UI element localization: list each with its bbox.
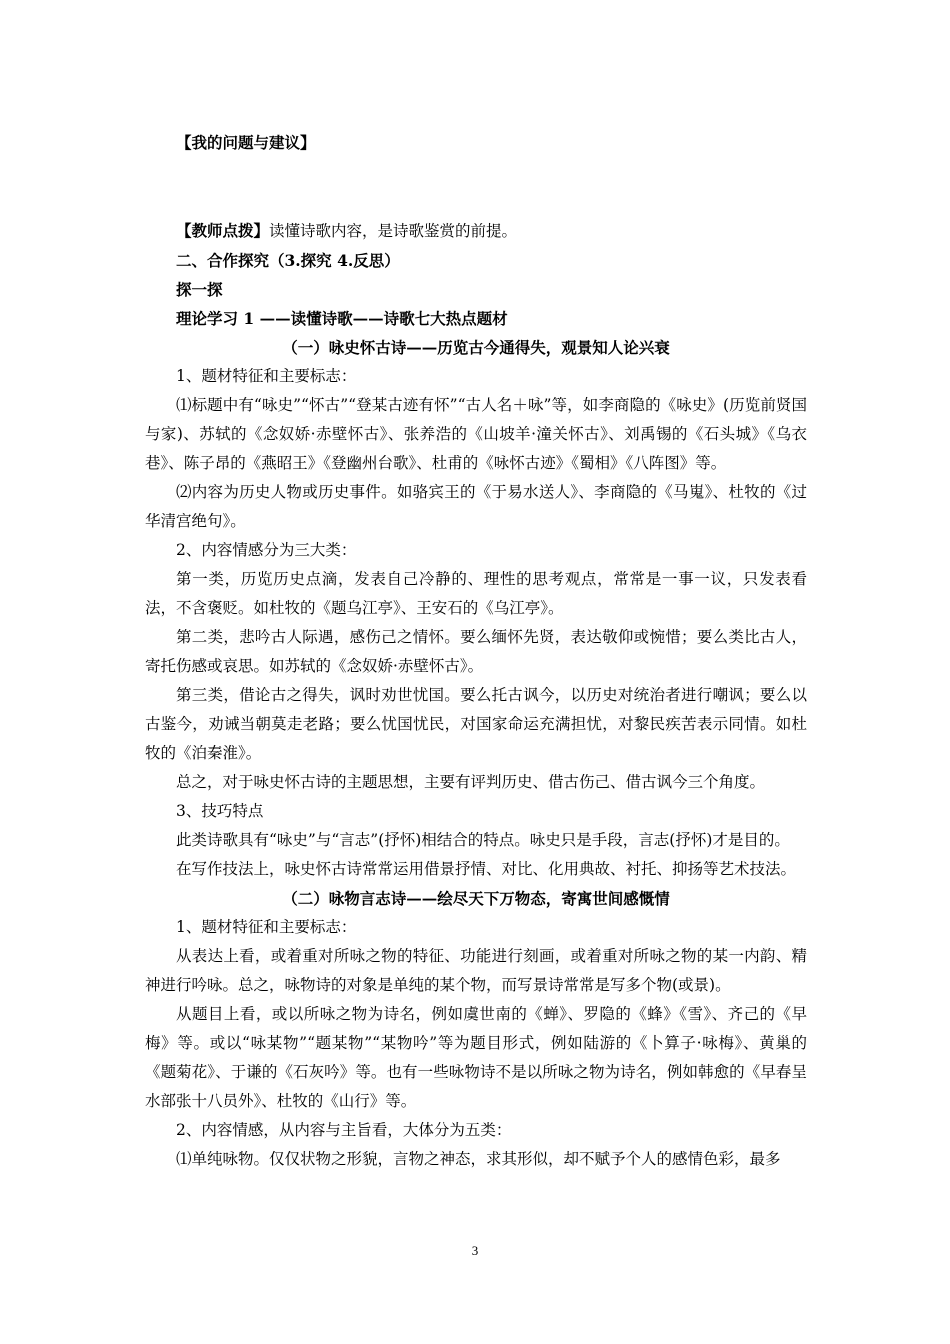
section2-paragraph: ⑴单纯咏物。仅仅状物之形貌，言物之神态，求其形似，却不赋予个人的感情色彩，最多 <box>176 1150 781 1168</box>
heading-theory: 理论学习 1 ——读懂诗歌——诗歌七大热点题材 <box>176 309 508 328</box>
section1-paragraph: 3、技巧特点 <box>176 802 264 820</box>
document-body <box>145 128 807 1174</box>
teacher-tip <box>145 216 807 246</box>
page-number: 3 <box>471 1243 479 1258</box>
heading-cooperation: 二、合作探究（3.探究 4.反思） <box>176 251 400 270</box>
section1-title: （一）咏史怀古诗——历览古今通得失，观景知人论兴衰 <box>282 338 670 357</box>
section2-paragraph: 从表达上看，或着重对所咏之物的特征、功能进行刻画，或着重对所咏之物的某一内韵、精神进行吟咏。总之，咏物诗的对象是单纯的某个物，而写景诗常常是写多个物(或景)。 <box>145 947 807 994</box>
heading-explore: 探一探 <box>176 280 223 299</box>
section1-paragraph: ⑵内容为历史人物或历史事件。如骆宾王的《于易水送人》、李商隐的《马嵬》、杜牧的《过华清宫绝句》。 <box>145 483 807 530</box>
section1-paragraph: 第三类，借论古之得失，讽时劝世忧国。要么托古讽今，以历史对统治者进行嘲讽；要么以古鉴今，劝诫当朝莫走老路；要么忧国忧民，对国家命运充满担忧，对黎民疾苦表示同情。如杜牧的《泊秦淮》。 <box>145 686 807 762</box>
section1-paragraph: 第一类，历览历史点滴，发表自己冷静的、理性的思考观点，常常是一事一议，只发表看法，不含褒贬。如杜牧的《题乌江亭》、王安石的《乌江亭》。 <box>145 570 807 617</box>
section1-paragraph: 在写作技法上，咏史怀古诗常常运用借景抒情、对比、化用典故、衬托、抑扬等艺术技法。 <box>176 860 797 878</box>
section1-paragraph: 第二类，悲吟古人际遇，感伤己之情怀。要么缅怀先贤，表达敬仰或惋惜；要么类比古人，寄托伤感或哀思。如苏轼的《念奴娇·赤壁怀古》。 <box>145 628 807 675</box>
blank-space <box>145 157 807 216</box>
section1-paragraph: 此类诗歌具有“咏史”与“言志”(抒怀)相结合的特点。咏史只是手段，言志(抒怀)才是目的。 <box>176 831 790 849</box>
section-my-questions: 【我的问题与建议】 <box>176 133 316 152</box>
section1-paragraph: 总之，对于咏史怀古诗的主题思想，主要有评判历史、借古伤己、借古讽今三个角度。 <box>176 773 766 791</box>
section1-paragraph: ⑴标题中有“咏史”“怀古”“登某古迹有怀”“古人名＋咏”等，如李商隐的《咏史》(历览前贤国与家)、苏轼的《念奴娇·赤壁怀古》、张养浩的《山坡羊·潼关怀古》、刘禹锡的《石头城》《乌衣巷》、陈子昂的《燕昭王》《登幽州台歌》、杜甫的《咏怀古迹》《蜀相》《八阵图》等。 <box>145 396 807 472</box>
teacher-tip-label: 【教师点拨】 <box>176 221 270 240</box>
section2-paragraph: 从题目上看，或以所咏之物为诗名，例如虞世南的《蝉》、罗隐的《蜂》《雪》、齐己的《早梅》等。或以“咏某物”“题某物”“某物吟”等为题目形式，例如陆游的《卜算子·咏梅》、黄巢的《题菊花》、于谦的《石灰吟》等。也有一些咏物诗不是以所咏之物为诗名，例如韩愈的《早春呈水部张十八员外》、杜牧的《山行》等。 <box>145 1005 807 1110</box>
section1-paragraph: 1、题材特征和主要标志： <box>176 367 357 385</box>
section2-paragraph: 2、内容情感，从内容与主旨看，大体分为五类： <box>176 1121 512 1139</box>
section2-title: （二）咏物言志诗——绘尽天下万物态，寄寓世间感慨情 <box>282 889 670 908</box>
section2-paragraph: 1、题材特征和主要标志： <box>176 918 357 936</box>
teacher-tip-text: 读懂诗歌内容，是诗歌鉴赏的前提。 <box>269 222 518 240</box>
section1-paragraph: 2、内容情感分为三大类： <box>176 541 357 559</box>
